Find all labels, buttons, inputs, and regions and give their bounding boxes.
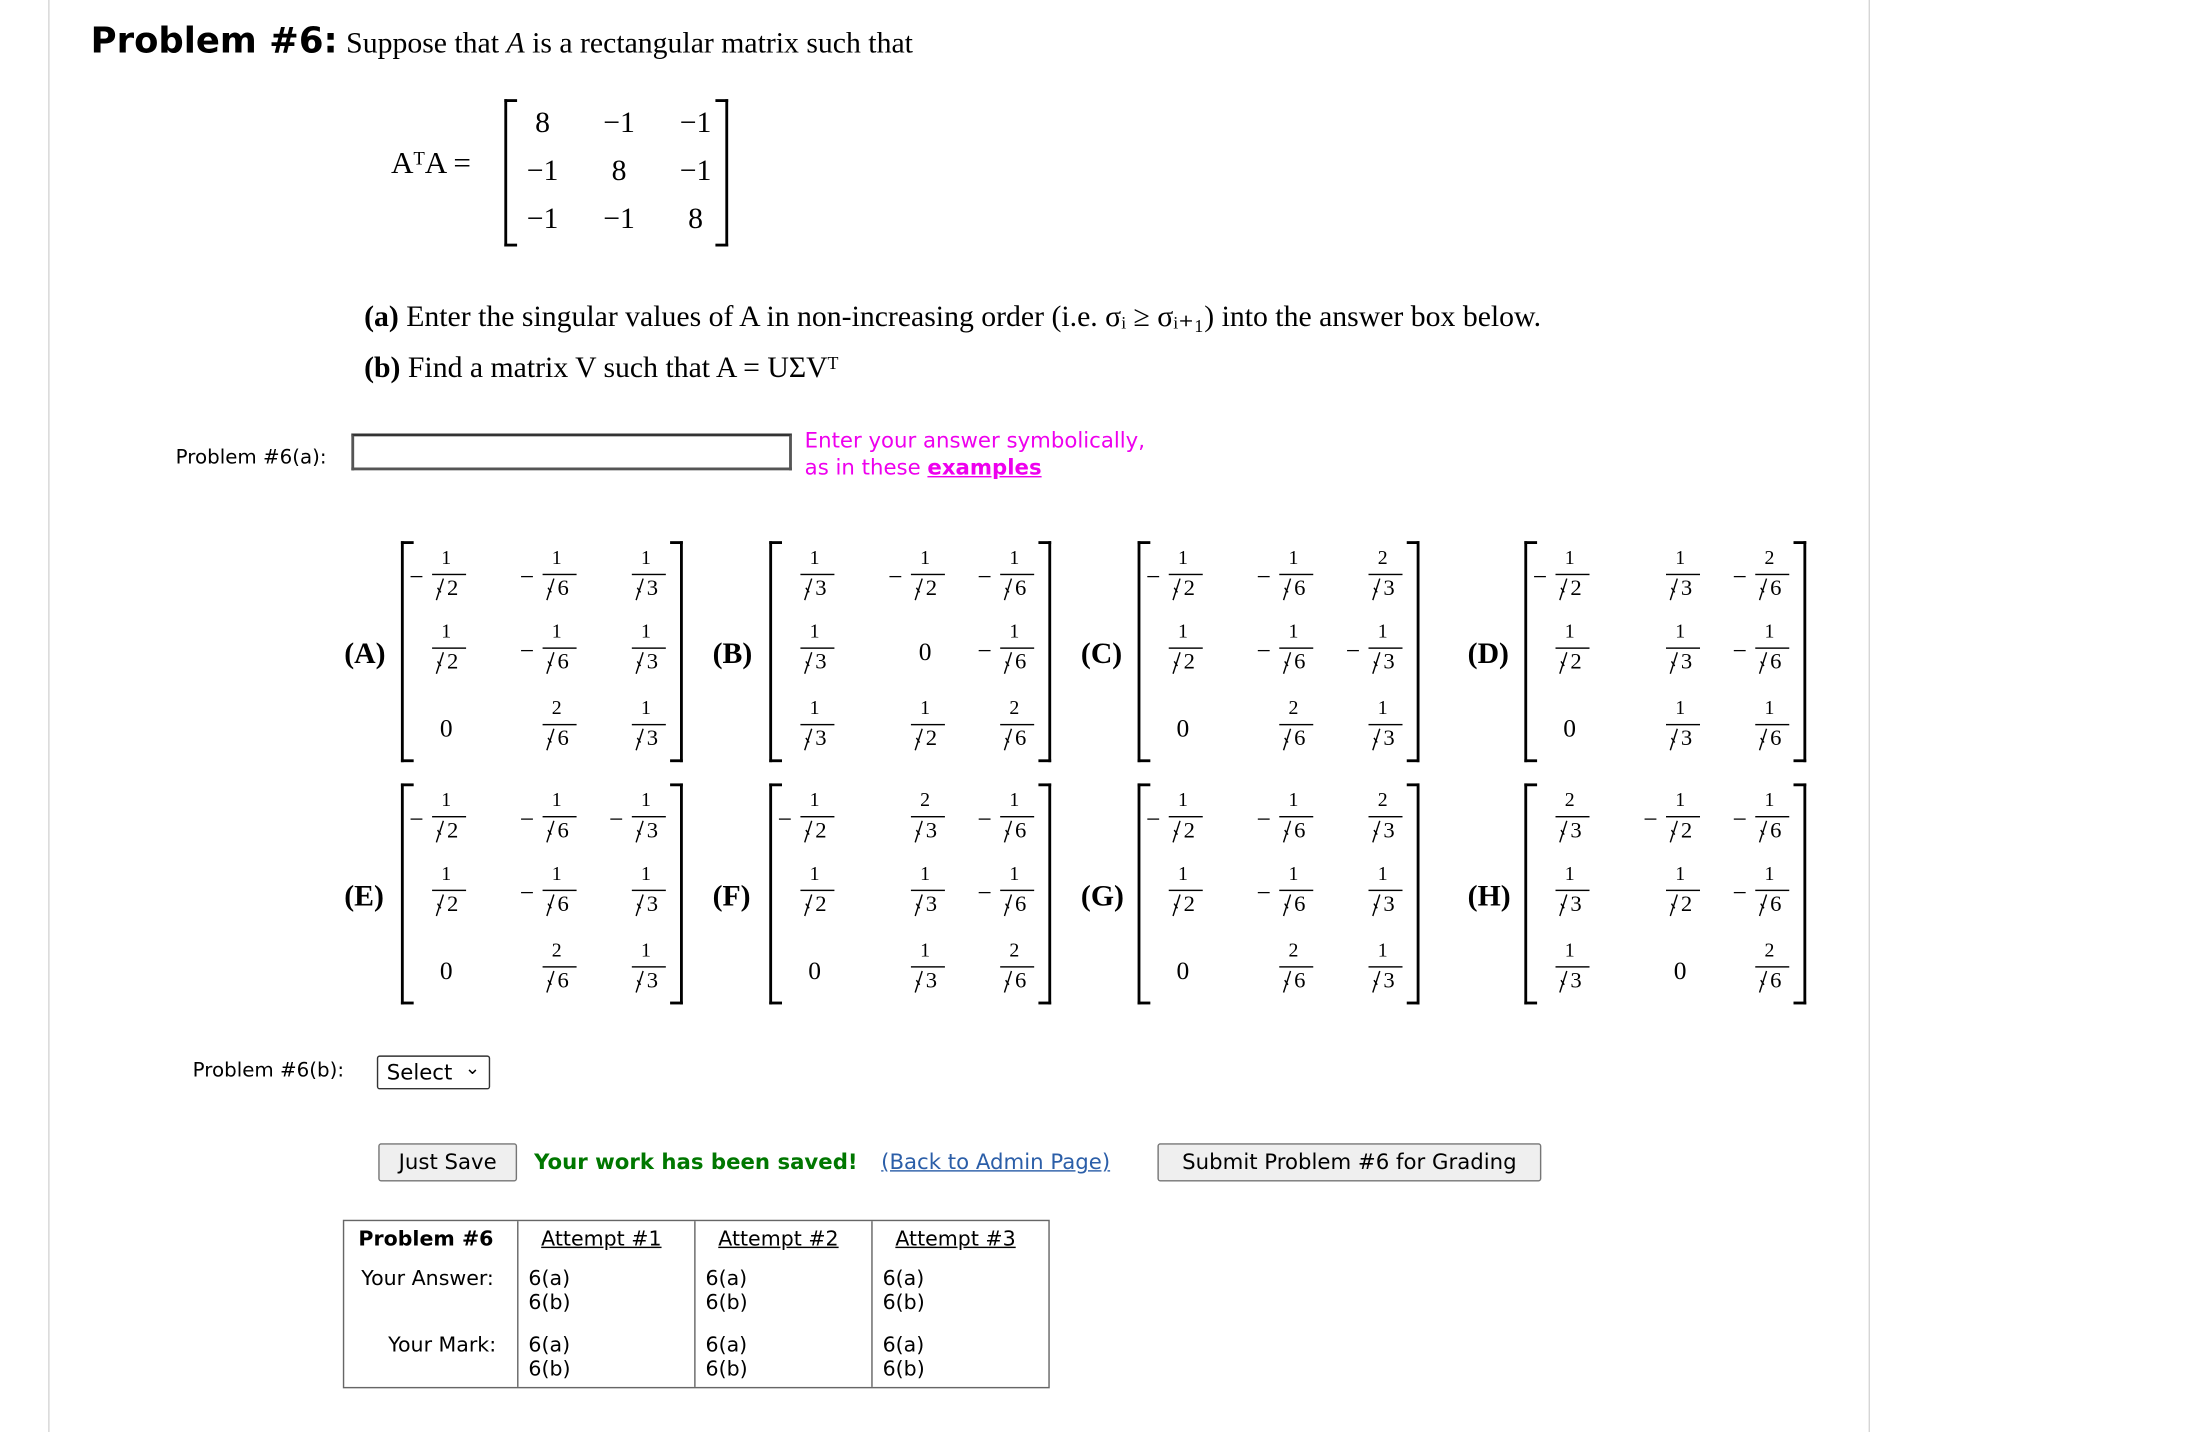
option-cell: 1 3 (618, 547, 675, 618)
select-value: Select (386, 1059, 453, 1086)
part-b-text: Find a matrix V such that A = UΣVᵀ (407, 349, 839, 384)
option-cell: 1 2 (1652, 863, 1709, 934)
option-cell: − 1 6 (1265, 789, 1322, 860)
option-cell: − 1 6 (986, 863, 1043, 934)
option-cell: − 1 2 (418, 547, 475, 618)
ata-cell: −1 (603, 104, 635, 139)
option-cell: 1 3 (1541, 863, 1598, 934)
option-cell: − 1 6 (1741, 789, 1798, 860)
option-cell: 1 3 (786, 547, 843, 618)
attempt-2-link[interactable]: Attempt #2 (718, 1228, 839, 1251)
attempt-1-mark-b: 6(b) (528, 1358, 571, 1382)
option-cell: 2 6 (986, 697, 1043, 768)
attempt-1-answer-a: 6(a) (528, 1267, 571, 1291)
attempt-3-mark-a: 6(a) (882, 1334, 925, 1358)
option-cell: 0 (1176, 956, 1190, 985)
option-cell: 1 3 (1652, 697, 1709, 768)
part-a-label: (a) (364, 298, 399, 333)
option-cell: 2 6 (1265, 697, 1322, 768)
option-label: (C) (1080, 636, 1123, 671)
ata-right-bracket (715, 99, 728, 246)
problem-title: Problem #6: (90, 19, 338, 61)
option-cell: 1 2 (897, 697, 954, 768)
option-left-bracket (769, 541, 782, 762)
option-cell: − 1 6 (528, 789, 585, 860)
option-cell: 1 3 (1354, 863, 1411, 934)
problem-header (91, 20, 913, 61)
ata-cell: −1 (679, 153, 712, 188)
option-cell: − 1 2 (1155, 789, 1212, 860)
option-cell: 1 2 (786, 863, 843, 934)
part-b-question (364, 350, 838, 385)
option-cell: 0 (1673, 956, 1687, 985)
attempt-3-mark-b: 6(b) (882, 1358, 925, 1382)
your-mark-label: Your Mark: (388, 1334, 497, 1358)
option-cell: 0 (439, 714, 453, 743)
attempt-2-mark-a: 6(a) (705, 1334, 748, 1358)
attempt-2-mark-b: 6(b) (705, 1358, 748, 1382)
attempt-3-link[interactable]: Attempt #3 (895, 1228, 1016, 1251)
option-cell: − 1 6 (986, 621, 1043, 692)
saved-message: Your work has been saved! (534, 1148, 858, 1175)
table-header: Problem #6 (358, 1228, 494, 1251)
option-cell: − 1 6 (1265, 621, 1322, 692)
option-cell: 1 3 (1354, 939, 1411, 1010)
part-b-label-field: Problem #6(b): (192, 1059, 345, 1083)
option-cell: 0 (918, 637, 932, 666)
option-cell: 1 3 (618, 621, 675, 692)
chevron-down-icon: ⌄ (464, 1058, 481, 1080)
option-cell: − 1 6 (528, 621, 585, 692)
option-cell: − 1 2 (1541, 547, 1598, 618)
option-cell: 0 (1563, 714, 1577, 743)
option-cell: 2 6 (528, 939, 585, 1010)
option-cell: 1 3 (786, 697, 843, 768)
option-cell: − 1 6 (1265, 863, 1322, 934)
option-cell: − 1 6 (986, 789, 1043, 860)
option-cell: 1 3 (1541, 939, 1598, 1010)
answer-select[interactable] (377, 1055, 490, 1089)
left-border (48, 0, 49, 1432)
option-label: (D) (1467, 636, 1509, 671)
option-cell: 2 6 (528, 697, 585, 768)
back-to-admin-link[interactable]: (Back to Admin Page) (881, 1148, 1111, 1175)
answer-hint (805, 428, 1145, 482)
ata-cell: 8 (611, 153, 627, 188)
option-cell: − 1 3 (618, 789, 675, 860)
part-b-label: (b) (364, 349, 401, 384)
ata-cell: 8 (688, 201, 704, 236)
ata-cell: −1 (526, 201, 559, 236)
option-cell: 1 2 (1155, 863, 1212, 934)
ata-cell: −1 (679, 104, 712, 139)
option-cell: − 1 2 (418, 789, 475, 860)
option-cell: − 1 2 (786, 789, 843, 860)
option-label: (B) (712, 636, 753, 671)
part-a-label-field: Problem #6(a): (175, 446, 327, 469)
option-cell: 1 3 (897, 939, 954, 1010)
option-cell: − 1 3 (1354, 621, 1411, 692)
hint-line2: as in these (804, 454, 928, 481)
option-cell: 2 3 (1354, 789, 1411, 860)
option-cell: 0 (1176, 714, 1190, 743)
option-cell: 1 3 (618, 697, 675, 768)
option-cell: 2 6 (1265, 939, 1322, 1010)
part-a-question (364, 299, 1541, 334)
attempt-2-answer-b: 6(b) (705, 1292, 748, 1315)
option-cell: 0 (808, 956, 821, 985)
option-cell: − 1 6 (528, 863, 585, 934)
attempt-1-link[interactable]: Attempt #1 (541, 1228, 662, 1251)
submit-button[interactable]: Submit Problem #6 for Grading (1157, 1143, 1541, 1181)
attempt-1-mark-a: 6(a) (528, 1334, 571, 1358)
option-cell: − 1 6 (1741, 621, 1798, 692)
ata-cell: −1 (526, 153, 559, 188)
option-cell: 1 3 (1354, 697, 1411, 768)
option-cell: 0 (439, 956, 453, 985)
option-cell: − 1 6 (1265, 547, 1322, 618)
statement-post: is a rectangular matrix such that (532, 25, 913, 60)
option-cell: − 2 6 (1741, 547, 1798, 618)
option-cell: − 1 6 (986, 547, 1043, 618)
ata-cell: −1 (603, 201, 635, 236)
attempt-3-answer-a: 6(a) (882, 1267, 925, 1291)
option-cell: 2 3 (897, 789, 954, 860)
just-save-button[interactable]: Just Save (378, 1143, 517, 1181)
option-cell: 1 3 (1652, 547, 1709, 618)
ata-cell: 8 (535, 104, 551, 139)
option-cell: 1 3 (786, 621, 843, 692)
ata-matrix (504, 99, 731, 246)
attempt-1-answer-b: 6(b) (528, 1292, 571, 1315)
option-label: (H) (1467, 878, 1511, 913)
answer-input[interactable] (351, 434, 792, 471)
ata-left-bracket (504, 99, 517, 246)
attempt-3-answer-b: 6(b) (882, 1292, 925, 1315)
right-border (1869, 0, 1870, 1432)
option-cell: 1 3 (1652, 621, 1709, 692)
option-cell: 1 2 (418, 863, 475, 934)
option-cell: 1 2 (1541, 621, 1598, 692)
option-cell: − 1 2 (897, 547, 954, 618)
statement-pre: Suppose that (346, 25, 500, 60)
option-left-bracket (1524, 783, 1537, 1004)
option-label: (G) (1080, 878, 1124, 913)
part-a-text: Enter the singular values of A in non-increasing order (i.e. σᵢ ≥ σᵢ₊₁) into the answer box below. (406, 298, 1542, 333)
option-cell: 1 2 (1155, 621, 1212, 692)
hint-line1: Enter your answer symbolically, (804, 427, 1146, 454)
option-label: (A) (344, 636, 386, 671)
option-label: (E) (344, 878, 384, 913)
option-cell: 2 3 (1541, 789, 1598, 860)
option-cell: 1 3 (618, 863, 675, 934)
option-cell: 1 3 (897, 863, 954, 934)
option-cell: − 1 6 (528, 547, 585, 618)
option-cell: 1 6 (1741, 697, 1798, 768)
option-cell: 2 6 (986, 939, 1043, 1010)
option-label: (F) (712, 878, 751, 913)
option-cell: 2 6 (1741, 939, 1798, 1010)
option-cell: 1 2 (418, 621, 475, 692)
ata-label: AᵀA = (391, 144, 471, 180)
statement-var: A (506, 25, 525, 60)
attempts-table (343, 1220, 1050, 1389)
examples-link[interactable]: examples (927, 454, 1042, 481)
your-answer-label: Your Answer: (361, 1267, 494, 1291)
option-cell: − 1 2 (1155, 547, 1212, 618)
option-cell: − 1 6 (1741, 863, 1798, 934)
attempt-2-answer-a: 6(a) (705, 1267, 748, 1291)
option-cell: 1 3 (618, 939, 675, 1010)
option-cell: 2 3 (1354, 547, 1411, 618)
option-cell: − 1 2 (1652, 789, 1709, 860)
